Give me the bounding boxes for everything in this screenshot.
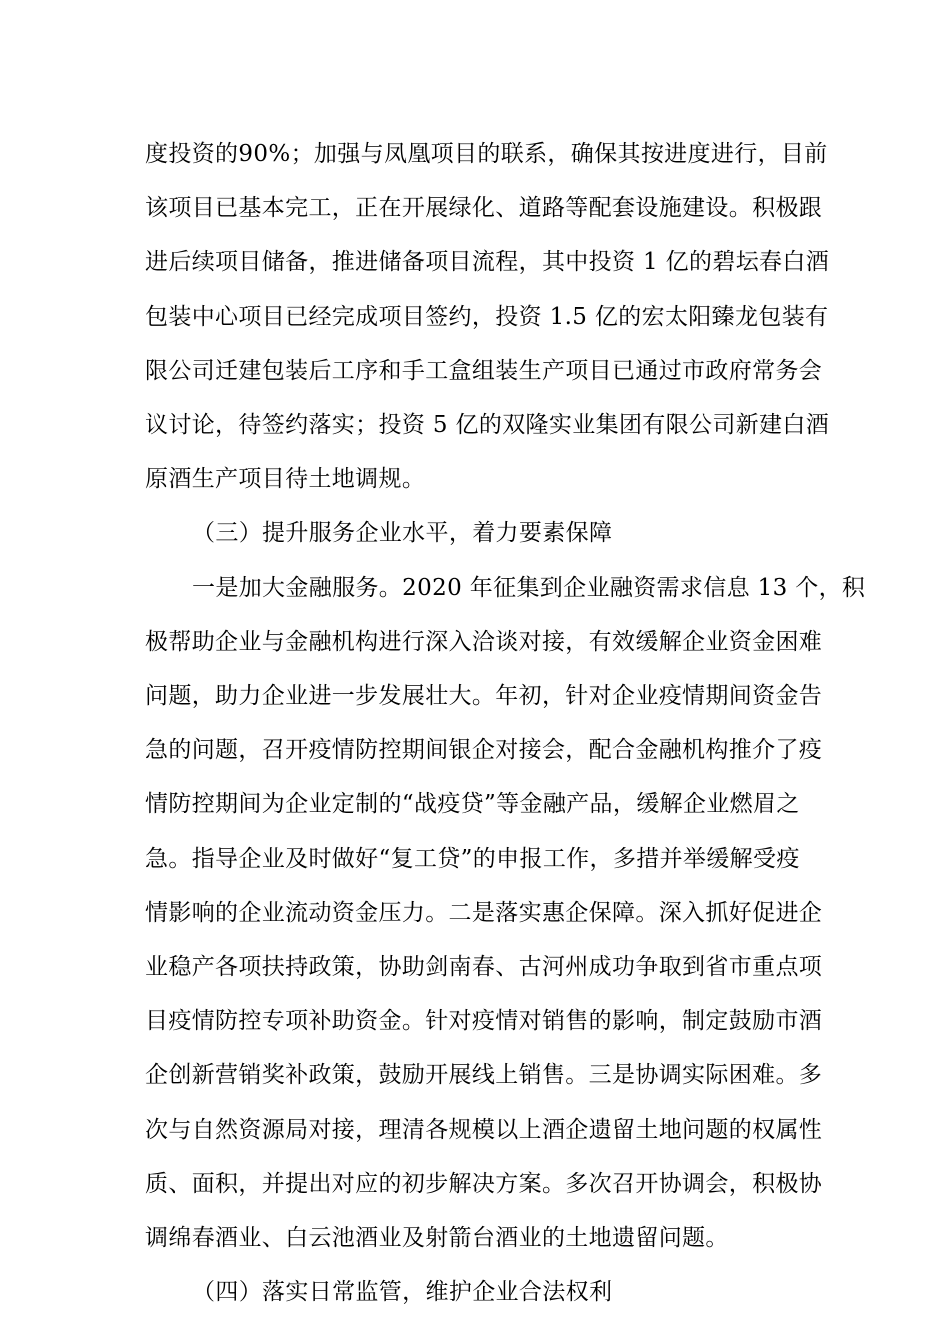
body-line: 极帮助企业与金融机构进行深入洽谈对接，有效缓解企业资金困难 bbox=[145, 628, 823, 655]
body-line: 急。指导企业及时做好“复工贷”的申报工作，多措并举缓解受疫 bbox=[145, 845, 800, 872]
body-line: 企创新营销奖补政策，鼓励开展线上销售。三是协调实际困难。多 bbox=[145, 1062, 823, 1089]
body-line: 急的问题，召开疫情防控期间银企对接会，配合金融机构推介了疫 bbox=[145, 737, 823, 764]
body-line: 度投资的90%；加强与凤凰项目的联系，确保其按进度进行，目前 bbox=[145, 141, 828, 167]
body-line: 该项目已基本完工，正在开展绿化、道路等配套设施建设。积极跟 bbox=[145, 195, 823, 222]
body-line: 限公司迁建包装后工序和手工盒组装生产项目已通过市政府常务会 bbox=[145, 357, 823, 384]
paragraph-first-line: 一是加大金融服务。2020 年征集到企业融资需求信息 13 个，积 bbox=[192, 574, 866, 601]
section-heading: （三）提升服务企业水平，着力要素保障 bbox=[192, 520, 613, 547]
body-line: 问题，助力企业进一步发展壮大。年初，针对企业疫情期间资金告 bbox=[145, 683, 823, 709]
section-heading: （四）落实日常监管，维护企业合法权利 bbox=[192, 1279, 613, 1306]
body-line: 议讨论，待签约落实；投资 5 亿的双隆实业集团有限公司新建白酒 bbox=[145, 412, 830, 438]
body-line: 质、面积，并提出对应的初步解决方案。多次召开协调会，积极协 bbox=[145, 1170, 823, 1197]
body-line: 次与自然资源局对接，理清各规模以上酒企遗留土地问题的权属性 bbox=[145, 1116, 823, 1143]
body-line: 目疫情防控专项补助资金。针对疫情对销售的影响，制定鼓励市酒 bbox=[145, 1008, 823, 1035]
body-line: 包装中心项目已经完成项目签约，投资 1.5 亿的宏太阳臻龙包装有 bbox=[145, 303, 829, 330]
body-line: 情防控期间为企业定制的“战疫贷”等金融产品，缓解企业燃眉之 bbox=[145, 791, 800, 818]
body-line: 情影响的企业流动资金压力。二是落实惠企保障。深入抓好促进企 bbox=[145, 899, 823, 926]
body-line: 进后续项目储备，推进储备项目流程，其中投资 1 亿的碧坛春白酒 bbox=[145, 249, 830, 276]
body-line: 业稳产各项扶持政策，协助剑南春、古河州成功争取到省市重点项 bbox=[145, 954, 823, 980]
body-line: 原酒生产项目待土地调规。 bbox=[145, 466, 426, 493]
body-line: 调绵春酒业、白云池酒业及射箭台酒业的土地遗留问题。 bbox=[145, 1225, 729, 1251]
